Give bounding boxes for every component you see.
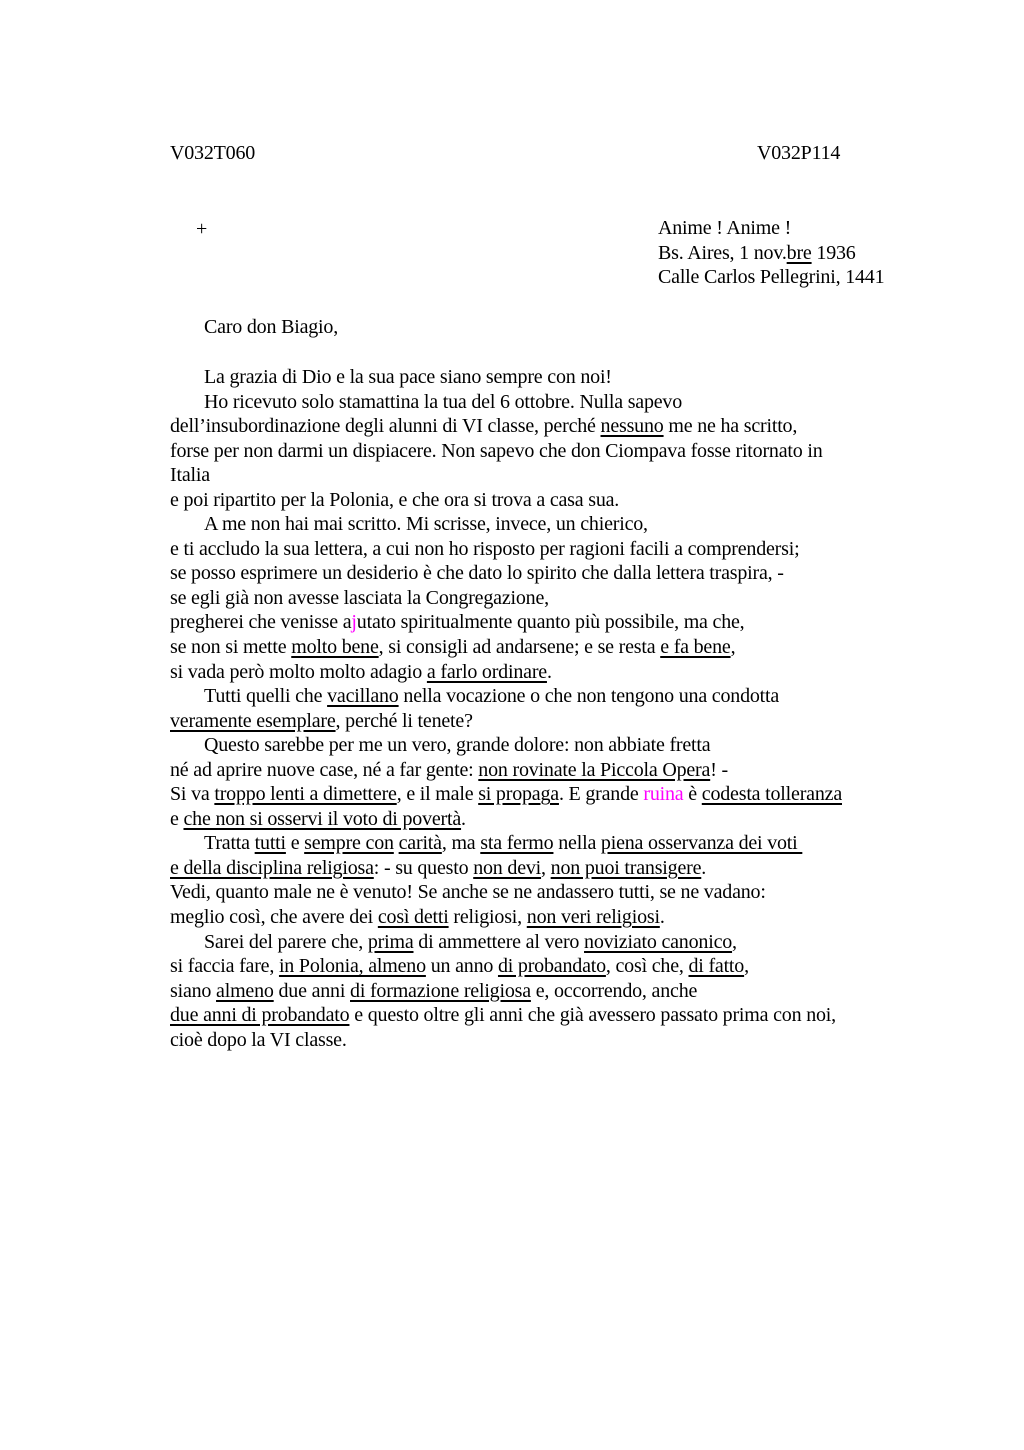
text-segment: , si consigli ad andarsene; e se resta [378,636,661,659]
text-segment: . [546,660,552,683]
text-segment: , [730,636,736,659]
text-line [170,930,842,955]
document-code-right: V032P114 [757,142,841,164]
underlined-text: di formazione religiosa [350,979,531,1002]
text-segment: . [659,906,665,929]
underlined-text: due anni di probandato [170,1004,350,1027]
underlined-text: molto bene [291,636,379,659]
underlined-text: sempre con [304,832,394,855]
text-segment: me ne ha scritto, [663,415,798,438]
text-line [170,390,842,415]
text-line [170,954,842,979]
underlined-text: di probandato [497,955,606,978]
underlined-text: almeno [216,979,274,1002]
text-line [170,463,842,488]
text-segment: è [683,783,702,806]
text-segment: ! - [710,758,728,781]
text-line [170,1028,842,1053]
text-line [170,660,842,685]
underlined-text: in Polonia, almeno [278,955,426,978]
text-line [170,1003,842,1028]
text-segment: , [541,856,551,879]
text-segment: Calle Carlos Pellegrini, 1441 [658,266,885,289]
text-line [170,733,842,758]
text-segment: e poi ripartito per la Polonia, e che ora si trova a casa sua. [170,488,620,511]
text-segment: meglio così, che avere dei [170,906,378,929]
text-segment: Tratta [204,832,255,855]
underlined-text: che non si osservi il voto di povertà [183,807,462,830]
text-segment: cioè dopo la VI classe. [170,1028,347,1051]
text-segment: né ad aprire nuove case, né a far gente: [170,758,479,781]
text-segment: . E grande [558,783,644,806]
underlined-text: e fa bene [660,636,731,659]
text-segment: siano [170,979,217,1002]
text-line [658,265,884,290]
underlined-text: si propaga [478,783,559,806]
text-line [170,561,842,586]
text-line [170,635,842,660]
underlined-text: a farlo ordinare [426,660,547,683]
underlined-text: piena osservanza dei voti [600,832,803,855]
magenta-text: j [351,611,357,634]
text-segment: utato spiritualmente quanto più possibile, ma che, [356,611,745,634]
underlined-text: bre [786,241,812,264]
text-segment: La grazia di Dio e la sua pace siano sempre con noi! [204,366,612,388]
text-segment: di ammettere al vero [413,930,585,953]
text-line [170,807,842,832]
underlined-text: non rovinate la Piccola Opera [478,758,711,781]
text-line [170,488,842,513]
text-segment: si vada però molto molto adagio [170,660,427,683]
text-segment: e ti accludo la sua lettera, a cui non ho risposto per ragioni facili a comprendersi; [170,537,800,560]
text-line [170,586,842,611]
text-segment: e [170,807,184,830]
text-segment: . [701,856,707,879]
text-line [170,905,842,930]
text-segment: se egli già non avesse lasciata la Congregazione, [170,586,549,609]
underlined-text: così detti [377,906,449,929]
letter-body [170,365,842,1052]
text-line [170,365,842,390]
text-segment: Questo sarebbe per me un vero, grande dolore: non abbiate fretta [204,734,711,757]
text-line [170,831,842,856]
underlined-text: non devi [473,856,542,879]
text-segment: , e il male [396,783,479,806]
text-segment: pregherei che venisse a [170,611,352,634]
text-segment: , [732,930,737,953]
underlined-text: sta fermo [480,832,554,855]
underlined-text: e della disciplina religiosa [170,856,374,879]
text-segment: , [744,955,749,978]
text-segment: Tutti quelli che [204,685,328,708]
text-segment: e [285,832,305,855]
text-segment: due anni [273,979,351,1002]
text-line [170,439,842,464]
underlined-text: noviziato canonico [584,930,733,953]
text-line [170,610,842,635]
text-segment: Italia [170,464,210,487]
text-segment: e, occorrendo, anche [530,979,698,1002]
text-segment: religiosi, [448,906,527,929]
text-segment: A me non hai mai scritto. Mi scrisse, invece, un chierico, [204,513,648,536]
text-segment: . [461,807,466,830]
underlined-text: di fatto [688,955,745,978]
text-line [170,782,842,807]
salutation: Caro don Biagio, [204,316,339,338]
text-segment: Sarei del parere che, [204,930,368,953]
underlined-text: non veri religiosi [526,906,660,929]
text-segment: Anime ! Anime ! [658,217,792,239]
cross-sign: + [196,218,208,240]
address-block [658,216,884,290]
text-segment: , ma [441,832,481,855]
text-line [170,758,842,783]
text-line [170,537,842,562]
text-segment: 1936 [811,241,856,264]
underlined-text: codesta tolleranza [701,783,842,806]
text-segment: , perché li tenete? [335,709,473,732]
text-line [170,979,842,1004]
text-line [170,880,842,905]
text-segment: un anno [425,955,498,978]
underlined-text: non puoi transigere [550,856,702,879]
underlined-text: veramente esemplare [170,709,336,732]
text-line [170,856,842,881]
text-segment: Bs. Aires, 1 nov. [658,241,787,264]
text-line [170,414,842,439]
magenta-text: ruina [643,783,684,806]
document-code-left: V032T060 [170,142,256,164]
text-line [170,512,842,537]
text-segment: se posso esprimere un desiderio è che dato lo spirito che dalla lettera traspira, - [170,562,784,585]
text-line [658,241,884,266]
text-segment: Si va [170,783,215,806]
text-segment: Ho ricevuto solo stamattina la tua del 6 ottobre. Nulla sapevo [204,390,683,413]
text-segment: nella vocazione o che non tengono una condotta [398,685,780,708]
text-segment: : - su questo [373,856,474,879]
underlined-text: carità [398,832,442,855]
text-segment: se non si mette [170,636,292,659]
text-line [170,684,842,709]
underlined-text: troppo lenti a dimettere [214,783,397,806]
text-segment: forse per non darmi un dispiacere. Non sapevo che don Ciompava fosse ritornato in [170,439,823,462]
text-segment: e questo oltre gli anni che già avessero passato prima con noi, [349,1004,836,1027]
underlined-text: nessuno [600,415,664,438]
text-segment: , così che, [605,955,689,978]
text-line [170,709,842,734]
text-segment: dell’insubordinazione degli alunni di VI classe, perché [170,415,601,438]
text-line [658,216,884,241]
underlined-text: vacillano [327,685,399,708]
text-segment: nella [553,832,601,855]
text-segment: si faccia fare, [170,955,279,978]
text-segment: Vedi, quanto male ne è venuto! Se anche se ne andassero tutti, se ne vadano: [170,881,766,904]
underlined-text: prima [367,930,414,953]
underlined-text: tutti [254,832,286,855]
